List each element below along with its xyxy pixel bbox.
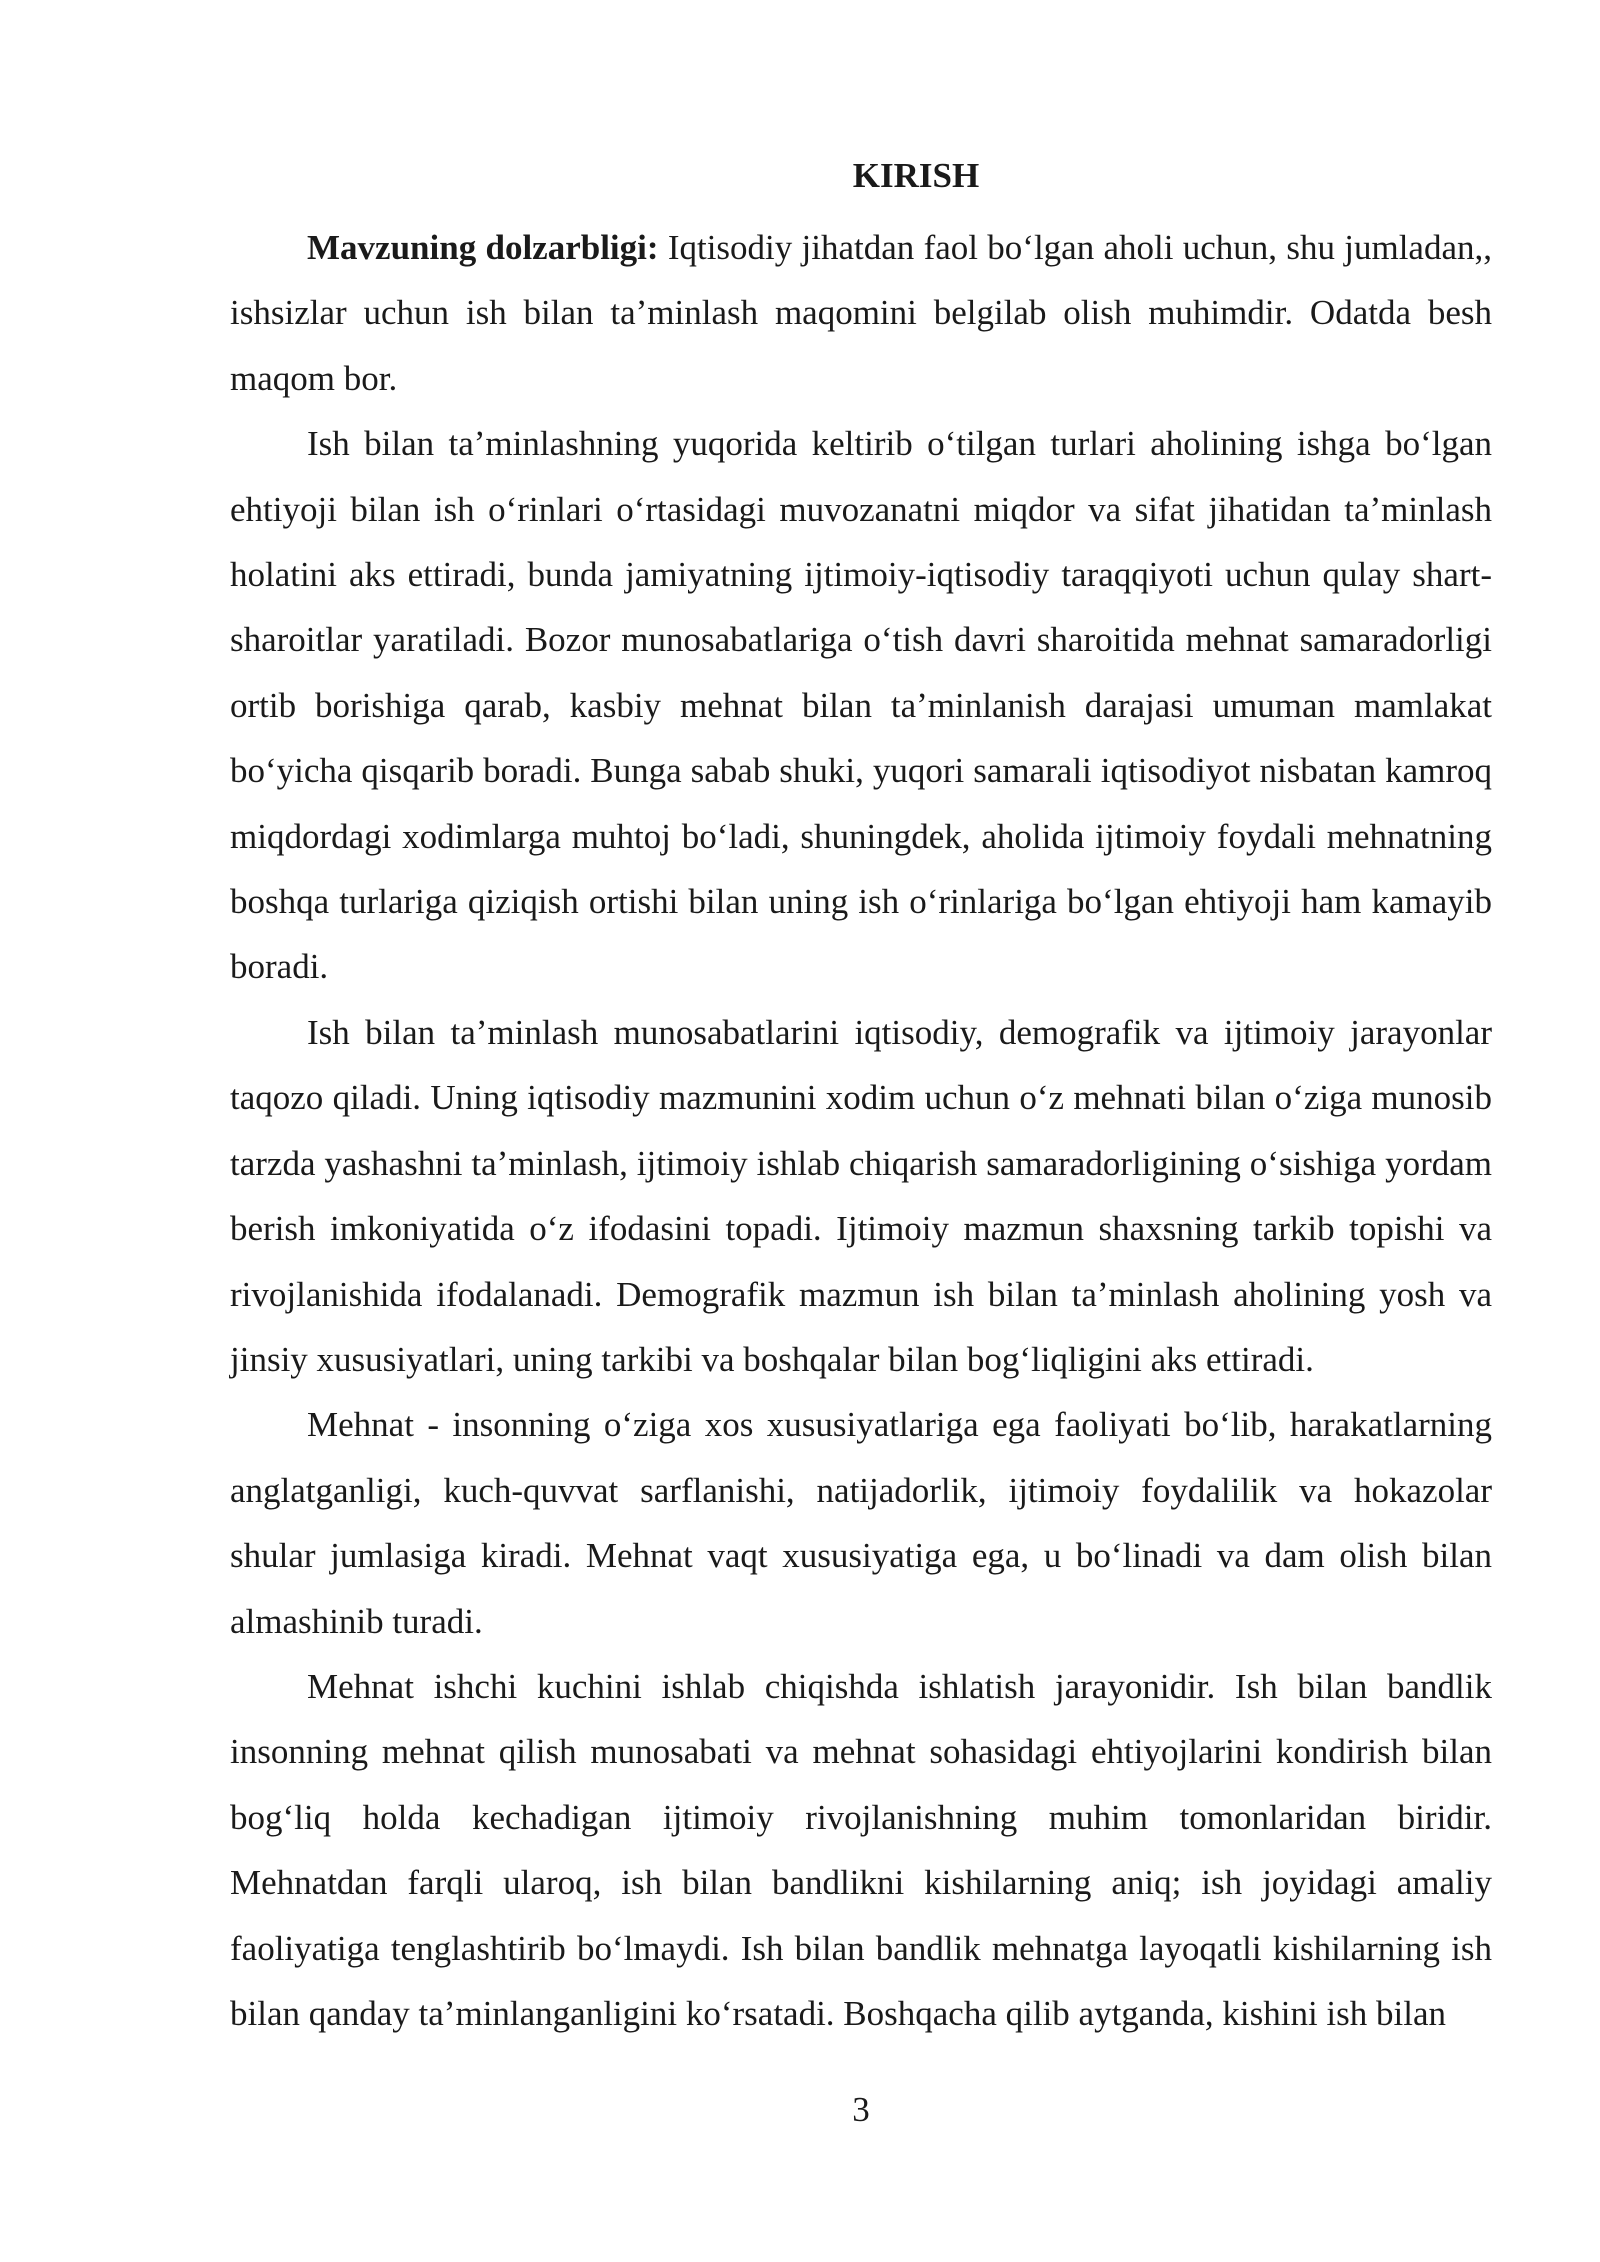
section-heading: KIRISH xyxy=(852,156,980,195)
paragraph-2: Ish bilan taʼminlashning yuqorida keltirib oʻtilgan turlari aholining ishga boʻlgan ehtiyoji bilan ish oʻrinlari oʻrtasidagi muvozanatni miqdor va sifat jihatidan taʼminlash holatini aks ettiradi, bunda jamiyatning ijtimoiy-iqtisodiy taraqqiyoti uchun qulay shart-sharoitlar yaratiladi. Bozor munosabatlariga oʻtish davri sharoitida mehnat samaradorligi ortib borishiga qarab, kasbiy mehnat bilan taʼminlanish darajasi umuman mamlakat boʻyicha qisqarib boradi. Bunga sabab shuki, yuqori samarali iqtisodiyot nisbatan kamroq miqdordagi xodimlarga muhtoj boʻladi, shuningdek, aholida ijtimoiy foydali mehnatning boshqa turlariga qiziqish ortishi bilan uning ish oʻrinlariga boʻlgan ehtiyoji ham kamayib boradi. xyxy=(230,424,1492,987)
paragraph-5: Mehnat ishchi kuchini ishlab chiqishda ishlatish jarayonidir. Ish bilan bandlik insonning mehnat qilish munosabati va mehnat sohasidagi ehtiyojlarini kondirish bilan bogʻliq holda kechadigan ijtimoiy rivojlanishning muhim tomonlaridan biridir. Mehnatdan farqli ularoq, ish bilan bandlikni kishilarning aniq; ish joyidagi amaliy faoliyatiga tenglashtirib boʻlmaydi. Ish bilan bandlik mehnatga layoqatli kishilarning ish bilan qanday taʼminlanganligini koʻrsatadi. Boshqacha qilib aytganda, kishini ish bilan xyxy=(230,1666,1492,2033)
page-number: 3 xyxy=(852,2090,870,2129)
paragraph-3: Ish bilan taʼminlash munosabatlarini iqtisodiy, demografik va ijtimoiy jarayonlar taqozo qiladi. Uning iqtisodiy mazmunini xodim uchun oʻz mehnati bilan oʻziga munosib tarzda yashashni taʼminlash, ijtimoiy ishlab chiqarish samaradorligining oʻsishiga yordam berish imkoniyatida oʻz ifodasini topadi. Ijtimoiy mazmun shaxsning tarkib topishi va rivojlanishida ifodalanadi. Demografik mazmun ish bilan taʼminlash aholining yosh va jinsiy xususiyatlari, uning tarkibi va boshqalar bilan bogʻliqligini aks ettiradi. xyxy=(230,1012,1492,1379)
document-page xyxy=(230,150,1492,2046)
paragraph-1 xyxy=(230,215,1492,411)
paragraph-lead: Mavzuning dolzarbligi: xyxy=(307,228,659,267)
paragraph-text: Iqtisodiy jihatdan faol boʻlgan aholi uchun, shu jumladan,, ishsizlar uchun ish bilan taʼminlash maqomini belgilab olish muhimdir. Odatda besh maqom bor. xyxy=(230,228,1492,398)
paragraph-4: Mehnat - insonning oʻziga xos xususiyatlariga ega faoliyati boʻlib, harakatlarning anglatganligi, kuch-quvvat sarflanishi, natijadorlik, ijtimoiy foydalilik va hokazolar shular jumlasiga kiradi. Mehnat vaqt xususiyatiga ega, u boʻlinadi va dam olish bilan almashinib turadi. xyxy=(230,1405,1492,1641)
